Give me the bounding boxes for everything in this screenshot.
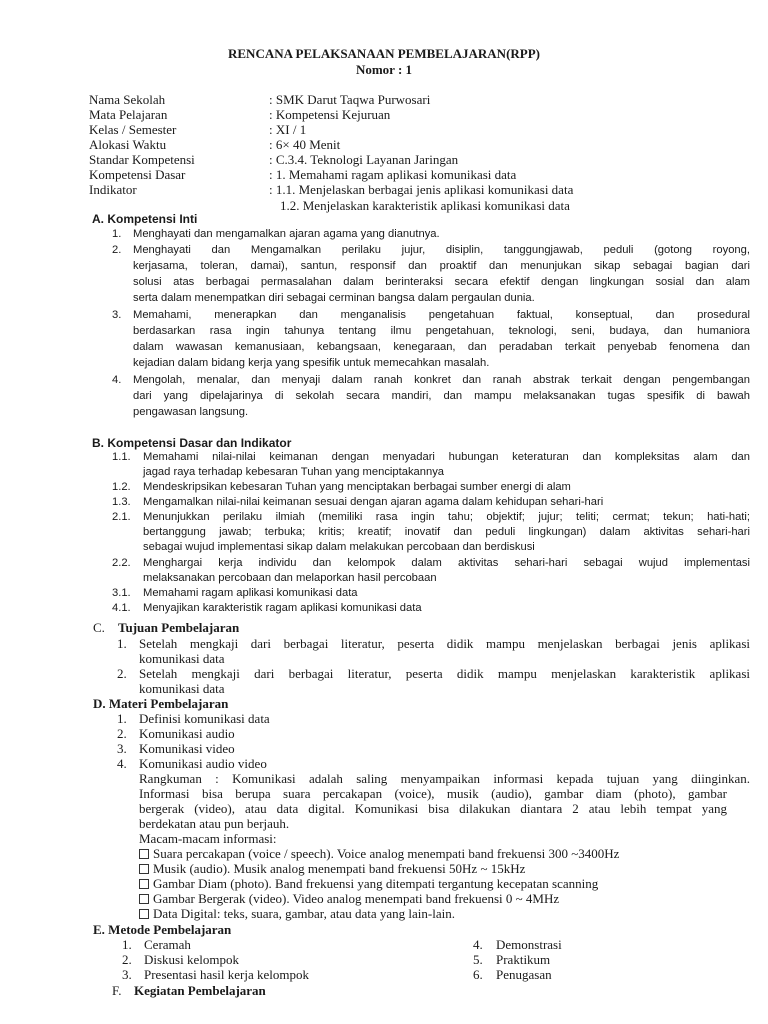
checkbox-bullet-icon xyxy=(139,849,149,859)
list-number: 1. xyxy=(122,937,132,952)
list-number: 2.1. xyxy=(112,511,131,523)
identity-value: 1.2. Menjelaskan karakteristik aplikasi komunikasi data xyxy=(280,198,570,213)
document-number: Nomor : 1 xyxy=(355,62,413,77)
identity-value: : C.3.4. Teknologi Layanan Jaringan xyxy=(269,152,459,167)
section-b-title: B. Kompetensi Dasar dan Indikator xyxy=(92,436,292,450)
checkbox-bullet-icon xyxy=(139,909,149,919)
list-item: Penugasan xyxy=(496,967,552,982)
list-number: 4. xyxy=(117,756,127,771)
list-item: Setelah mengkaji dari berbagai literatur, peserta didik mampu menjelaskan berbagai jenis aplikasi xyxy=(139,636,750,651)
list-item: Menghayati dan Mengamalkan perilaku jujur, disiplin, tanggungjawab, peduli (gotong royong, xyxy=(133,244,750,256)
bullet-item: Musik (audio). Musik analog menempati band frekuensi 50Hz ~ 15kHz xyxy=(139,861,525,877)
list-item: Menghargai kerja individu dan kelompok dalam aktivitas sehari-hari sebagai wujud implementasi xyxy=(143,557,750,569)
list-number: 1.2. xyxy=(112,481,131,493)
list-number: 3.1. xyxy=(112,587,131,599)
list-number: 3. xyxy=(122,967,132,982)
bullet-item: Data Digital: teks, suara, gambar, atau data yang lain-lain. xyxy=(139,906,455,922)
section-f-letter: F. xyxy=(112,983,122,998)
identity-label: Nama Sekolah xyxy=(89,92,166,107)
checkbox-bullet-icon xyxy=(139,864,149,874)
section-c-title: Tujuan Pembelajaran xyxy=(118,620,240,635)
identity-label: Mata Pelajaran xyxy=(89,107,168,122)
list-item: Mengolah, menalar, dan menyaji dalam ranah konkret dan ranah abstrak terkait dengan pengembangan xyxy=(133,374,750,386)
list-item: sebagai wujud implementasi sikap dalam melakukan percobaan dan berdiskusi xyxy=(143,541,535,553)
list-item: Menyajikan karakteristik ragam aplikasi komunikasi data xyxy=(143,602,422,614)
identity-value: : 6× 40 Menit xyxy=(269,137,341,152)
list-item: Mendeskripsikan kebesaran Tuhan yang menciptakan berbagai sumber energi di alam xyxy=(143,481,571,493)
identity-label: Standar Kompetensi xyxy=(89,152,195,167)
section-a-title: A. Kompetensi Inti xyxy=(92,212,198,226)
list-number: 2.2. xyxy=(112,557,131,569)
list-number: 5. xyxy=(473,952,483,967)
list-item: Komunikasi video xyxy=(139,741,235,756)
identity-value: : Kompetensi Kejuruan xyxy=(269,107,391,122)
paragraph-line: Macam-macam informasi: xyxy=(139,831,277,846)
list-number: 3. xyxy=(112,309,122,321)
list-item: Menghayati dan mengamalkan ajaran agama yang dianutnya. xyxy=(133,228,440,240)
list-item: Presentasi hasil kerja kelompok xyxy=(144,967,309,982)
list-item: jagad raya terhadap kebesaran Tuhan yang menciptakannya xyxy=(143,466,445,478)
list-item: dari yang dipelajarinya di sekolah secara mandiri, dan mampu melaksanakan tugas spesifik di bawah xyxy=(133,390,750,402)
identity-label: Alokasi Waktu xyxy=(89,137,167,152)
identity-label: Kelas / Semester xyxy=(89,122,177,137)
identity-label: Indikator xyxy=(89,182,137,197)
section-e-title: E. Metode Pembelajaran xyxy=(93,922,232,937)
checkbox-bullet-icon xyxy=(139,894,149,904)
list-number: 4. xyxy=(112,374,122,386)
list-item: komunikasi data xyxy=(139,651,225,666)
list-number: 2. xyxy=(122,952,132,967)
list-number: 2. xyxy=(117,726,127,741)
list-item: Memahami nilai-nilai keimanan dengan menyadari hubungan keteraturan dan kompleksitas alam dan xyxy=(143,451,750,463)
paragraph-line: Rangkuman : Komunikasi adalah saling menyampaikan informasi kepada tujuan yang diinginkan. xyxy=(139,771,750,786)
document-title: RENCANA PELAKSANAAN PEMBELAJARAN(RPP) xyxy=(228,46,540,61)
list-item: serta dalam menempatkan diri sebagai cerminan bangsa dalam pergaulan dunia. xyxy=(133,292,535,304)
list-item: Memahami, menerapkan dan menganalisis pengetahuan faktual, konseptual, dan prosedural xyxy=(133,309,750,321)
list-number: 3. xyxy=(117,741,127,756)
list-item: pengawasan langsung. xyxy=(133,406,249,418)
list-number: 4.1. xyxy=(112,602,131,614)
list-number: 1.3. xyxy=(112,496,131,508)
identity-label: Kompetensi Dasar xyxy=(89,167,186,182)
list-item: Demonstrasi xyxy=(496,937,562,952)
list-item: kejadian dalam bidang kerja yang spesifik untuk memecahkan masalah. xyxy=(133,357,490,369)
section-c-letter: C. xyxy=(93,620,105,635)
identity-value: : XI / 1 xyxy=(269,122,307,137)
list-item: berdasarkan rasa ingin tahunya tentang ilmu pengetahuan, teknologi, seni, budaya, dan humaniora xyxy=(133,325,750,337)
list-item: Menunjukkan perilaku ilmiah (memiliki rasa ingin tahu; objektif; jujur; teliti; cermat; tekun; hati-hati; xyxy=(143,511,750,523)
list-item: kerjasama, toleran, damai), santun, responsif dan proaktif dan menunjukan sikap sebagai bagian dari xyxy=(133,260,750,272)
list-number: 1. xyxy=(117,711,127,726)
list-number: 1.1. xyxy=(112,451,131,463)
paragraph-line: Informasi bisa berupa suara percakapan (voice), musik (audio), gambar diam (photo), gambar xyxy=(139,786,727,801)
identity-value: : SMK Darut Taqwa Purwosari xyxy=(269,92,431,107)
list-number: 6. xyxy=(473,967,483,982)
list-item: dalam wawasan kemanusiaan, kebangsaan, kenegaraan, dan peradaban terkait penyebab fenomena dan xyxy=(133,341,750,353)
list-item: Setelah mengkaji dari berbagai literatur, peserta didik mampu menjelaskan karakteristik aplikasi xyxy=(139,666,750,681)
list-item: Mengamalkan nilai-nilai keimanan sesuai dengan ajaran agama dalam kehidupan sehari-hari xyxy=(143,496,604,508)
list-number: 1. xyxy=(112,228,122,240)
list-item: bertanggung jawab; terbuka; kritis; kreatif; inovatif dan peduli lingkungan) dalam aktivitas sehari-hari xyxy=(143,526,750,538)
list-item: Memahami ragam aplikasi komunikasi data xyxy=(143,587,358,599)
list-number: 2. xyxy=(117,666,127,681)
identity-value: : 1.1. Menjelaskan berbagai jenis aplikasi komunikasi data xyxy=(269,182,574,197)
list-item: Praktikum xyxy=(496,952,551,967)
bullet-item: Gambar Bergerak (video). Video analog menempati band frekuensi 0 ~ 4MHz xyxy=(139,891,559,907)
section-f-title: Kegiatan Pembelajaran xyxy=(134,983,266,998)
list-number: 2. xyxy=(112,244,122,256)
paragraph-line: bergerak (video), atau data digital. Komunikasi bisa dilakukan diantara 2 atau lebih tempat yang xyxy=(139,801,727,816)
list-item: solusi atas berbagai permasalahan dalam berinteraksi secara efektif dengan lingkungan sosial dan alam xyxy=(133,276,750,288)
list-item: Diskusi kelompok xyxy=(144,952,239,967)
section-d-title: D. Materi Pembelajaran xyxy=(93,696,229,711)
list-item: melaksanakan percobaan dan melaporkan hasil percobaan xyxy=(143,572,437,584)
list-item: Definisi komunikasi data xyxy=(139,711,270,726)
list-item: komunikasi data xyxy=(139,681,225,696)
list-item: Komunikasi audio xyxy=(139,726,235,741)
bullet-item: Suara percakapan (voice / speech). Voice analog menempati band frekuensi 300 ~3400Hz xyxy=(139,846,619,862)
list-number: 4. xyxy=(473,937,483,952)
bullet-item: Gambar Diam (photo). Band frekuensi yang ditempati tergantung kecepatan scanning xyxy=(139,876,598,892)
identity-value: : 1. Memahami ragam aplikasi komunikasi data xyxy=(269,167,517,182)
list-item: Komunikasi audio video xyxy=(139,756,267,771)
list-item: Ceramah xyxy=(144,937,191,952)
paragraph-line: berdekatan atau pun berjauh. xyxy=(139,816,290,831)
checkbox-bullet-icon xyxy=(139,879,149,889)
list-number: 1. xyxy=(117,636,127,651)
